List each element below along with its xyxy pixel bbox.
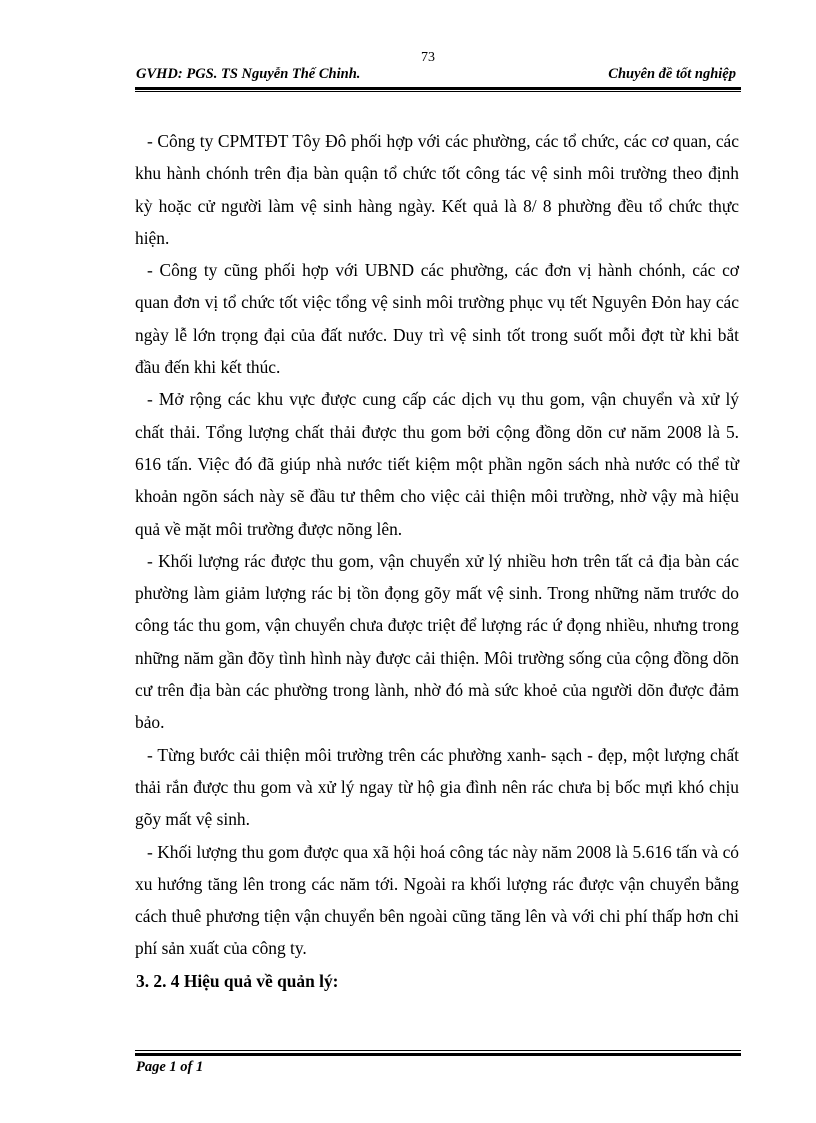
header-doc-type: Chuyên đề tốt nghiệp bbox=[608, 66, 736, 82]
paragraph-2: - Công ty cũng phối hợp với UBND các phường, các đơn vị hành chónh, các cơ quan đơn vị tổ chức tốt việc tổng vệ sinh môi trường phục vụ tết Nguyên Đỏn hay các ngày lễ lớn trọng đại của đất nước. Duy trì vệ sinh tốt trong suốt mỗi đợt từ khi bắt đầu đến khi kết thúc. bbox=[135, 260, 739, 378]
page-number: 73 bbox=[421, 50, 435, 65]
section-heading: 3. 2. 4 Hiệu quả về quản lý: bbox=[136, 970, 339, 991]
paragraph-5: - Từng bước cải thiện môi trường trên các phường xanh- sạch - đẹp, một lượng chất thải rắn được thu gom và xử lý ngay từ hộ gia đình nên rác chưa bị bốc mựi khó chịu gõy mất vệ sinh. bbox=[135, 744, 739, 830]
footer-rule bbox=[135, 1050, 741, 1056]
document-body bbox=[135, 125, 739, 997]
header-advisor: GVHD: PGS. TS Nguyễn Thế Chinh. bbox=[136, 66, 361, 82]
page-header bbox=[135, 66, 741, 86]
paragraph-4: - Khối lượng rác được thu gom, vận chuyển xử lý nhiều hơn trên tất cả địa bàn các phường làm giảm lượng rác bị tồn đọng gõy mất vệ sinh. Trong những năm trước do công tác thu gom, vận chuyển chưa được triệt để lượng rác ứ đọng nhiều, nhưng trong những năm gần đõy tình hình này được cải thiện. Môi trường sống của cộng đồng dõn cư trên địa bàn các phường trong lành, nhờ đó mà sức khoẻ của người dõn được đảm bảo. bbox=[135, 550, 739, 733]
page-footer: Page 1 of 1 bbox=[136, 1059, 204, 1075]
paragraph-1: - Công ty CPMTĐT Tôy Đô phối hợp với các phường, các tổ chức, các cơ quan, các khu hành chónh trên địa bàn quận tổ chức tốt công tác vệ sinh môi trường theo định kỳ hoặc cử người làm vệ sinh hàng ngày. Kết quả là 8/ 8 phường đều tổ chức thực hiện. bbox=[135, 131, 739, 248]
paragraph-3: - Mở rộng các khu vực được cung cấp các dịch vụ thu gom, vận chuyển và xử lý chất thải. Tổng lượng chất thải được thu gom bởi cộng đồng dõn cư năm 2008 là 5. 616 tấn. Việc đó đã giúp nhà nước tiết kiệm một phần ngõn sách nhà nước có thể từ khoản ngõn sách này sẽ đầu tư thêm cho việc cải thiện môi trường, nhờ vậy mà hiệu quả về mặt môi trường được nõng lên. bbox=[135, 389, 739, 539]
header-rule bbox=[135, 87, 741, 92]
paragraph-6: - Khối lượng thu gom được qua xã hội hoá công tác này năm 2008 là 5.616 tấn và có xu hướng tăng lên trong các năm tới. Ngoài ra khối lượng rác được vận chuyển bằng cách thuê phương tiện vận chuyển bên ngoài cũng tăng lên và với chi phí thấp hơn chi phí sản xuất của công ty. bbox=[135, 841, 739, 959]
